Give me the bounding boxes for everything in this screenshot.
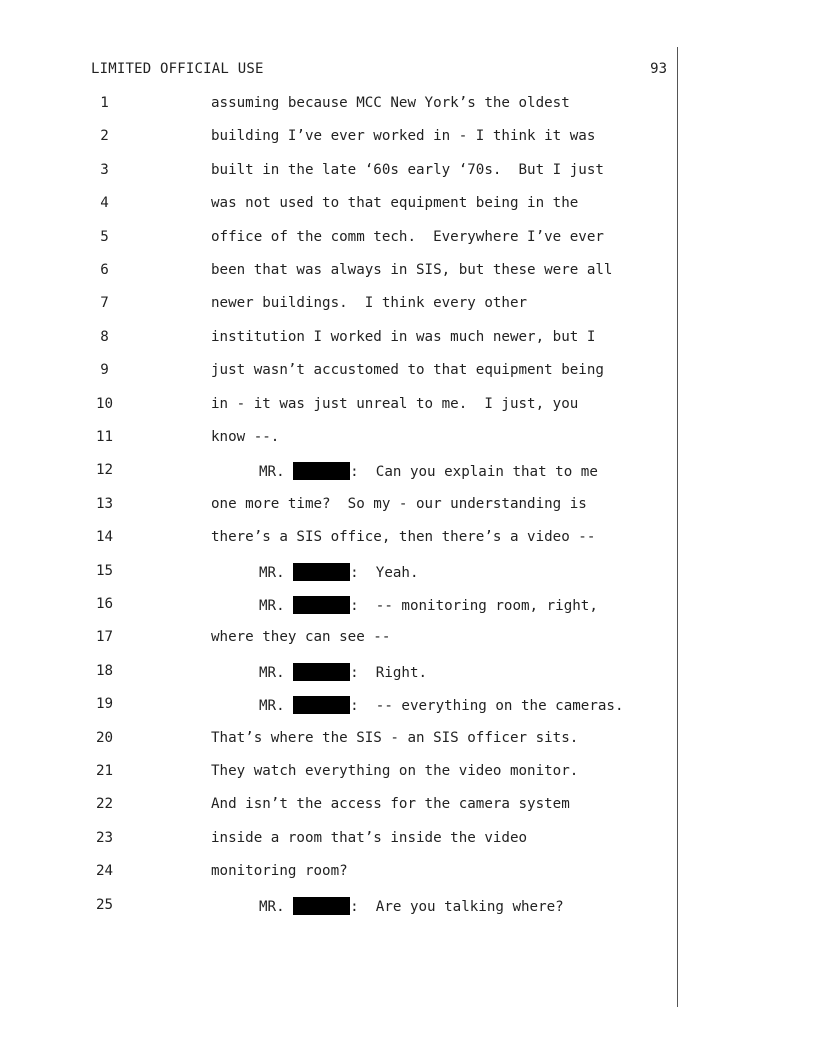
transcript-line [0,329,680,349]
transcript-line [0,429,680,449]
line-number: 6 [100,262,109,278]
speaker-line [259,462,598,480]
speaker-line [259,696,624,714]
line-text: assuming because MCC New York’s the oldest [211,95,570,111]
line-text: inside a room that’s inside the video [211,829,528,846]
transcript-line [0,863,680,883]
line-text: And isn’t the access for the camera system [211,796,570,813]
line-text: there’s a SIS office, then there’s a video -- [211,529,596,546]
transcript-line [0,663,680,683]
transcript-line [0,295,680,315]
line-number: 21 [95,763,114,779]
redaction-box [293,897,350,915]
line-text: was not used to that equipment being in the [211,195,579,212]
line-number: 8 [100,328,109,345]
transcript-line [0,897,680,917]
line-text: They watch everything on the video monitor. [211,763,579,779]
transcript-line [0,796,680,816]
header-classification: LIMITED OFFICIAL USE [91,61,264,77]
line-text: built in the late ‘60s early ‘70s. But I just [211,161,604,178]
line-number: 12 [95,462,114,479]
line-number: 5 [100,228,109,245]
transcript-line [0,128,680,148]
line-text: where they can see -- [211,629,391,646]
transcript-line [0,195,680,215]
line-text: one more time? So my - our understanding is [211,495,587,512]
transcript-line [0,462,680,482]
line-text: newer buildings. I think every other [211,295,528,312]
line-number: 1 [100,95,109,111]
line-number: 10 [95,395,114,412]
line-text: monitoring room? [211,863,348,880]
speaker-line [259,897,564,915]
line-number: 4 [100,195,109,212]
line-number: 20 [95,729,114,746]
speaker-prefix: MR. [259,898,294,915]
speaker-prefix: MR. [259,698,294,715]
transcript-line [0,830,680,850]
speaker-prefix: MR. [259,464,294,481]
transcript-line [0,629,680,649]
speaker-text: : Right. [350,664,428,681]
speaker-line [259,563,419,581]
transcript-line [0,162,680,182]
line-text: building I’ve ever worked in - I think it was [211,128,596,145]
line-number: 15 [95,562,114,579]
redaction-box [293,462,350,480]
speaker-prefix: MR. [259,664,294,681]
line-number: 23 [95,829,114,846]
line-number: 3 [100,161,109,178]
line-text: institution I worked in was much newer, but I [211,328,596,345]
transcript-line [0,696,680,716]
line-number: 22 [95,796,114,813]
line-text: That’s where the SIS - an SIS officer sits. [211,729,579,746]
line-text: know --. [211,429,280,445]
line-text: been that was always in SIS, but these were all [211,262,613,278]
page-number: 93 [650,61,667,77]
transcript-line [0,563,680,583]
line-number: 19 [95,696,114,713]
line-text: office of the comm tech. Everywhere I’ve ever [211,228,604,245]
transcript-line [0,763,680,783]
transcript-line [0,396,680,416]
line-number: 17 [95,629,114,646]
line-number: 24 [95,863,114,880]
line-text: in - it was just unreal to me. I just, you [211,395,579,412]
line-number: 18 [95,662,114,679]
transcript-line [0,529,680,549]
transcript-line [0,730,680,750]
speaker-line [259,596,598,614]
line-number: 13 [95,495,114,512]
speaker-text: : Yeah. [350,564,419,581]
speaker-text: : -- everything on the cameras. [350,698,624,715]
transcript-line [0,229,680,249]
speaker-line [259,663,427,681]
redaction-box [293,696,350,714]
transcript-line [0,596,680,616]
line-number: 14 [95,529,114,546]
transcript-line [0,95,680,115]
speaker-text: : Can you explain that to me [350,464,598,481]
transcript-line [0,362,680,382]
line-text: just wasn’t accustomed to that equipment being [211,362,604,379]
redaction-box [293,663,350,681]
line-number: 2 [100,128,109,145]
line-number: 7 [100,295,109,312]
line-number: 16 [95,596,114,612]
redaction-box [293,596,350,614]
speaker-text: : Are you talking where? [350,898,564,915]
speaker-text: : -- monitoring room, right, [350,598,598,614]
redaction-box [293,563,350,581]
line-number: 25 [95,896,114,913]
speaker-prefix: MR. [259,564,294,581]
transcript-line [0,262,680,282]
line-number: 11 [95,429,114,445]
speaker-prefix: MR. [259,598,294,614]
transcript-line [0,496,680,516]
line-number: 9 [100,362,109,379]
